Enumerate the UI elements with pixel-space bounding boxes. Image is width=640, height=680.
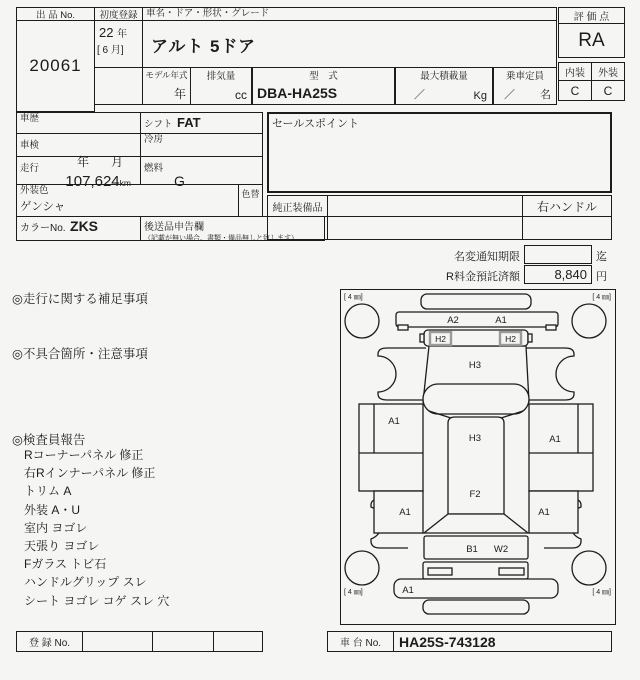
floor-shape (424, 514, 528, 533)
roof-front-shape (423, 384, 529, 414)
exterior-label: 外装 (591, 62, 625, 81)
model-code-cell (252, 67, 395, 105)
name-change-suffix: 迄 (596, 251, 607, 263)
inspector-report-list (24, 446, 304, 610)
wheel-icon (345, 304, 379, 338)
front-right-fender-shape (526, 348, 574, 400)
car-diagram (340, 289, 616, 625)
recycle-fee-label: R料金預託済額 (446, 271, 520, 283)
rear-bumper-grade: A1 (402, 585, 414, 596)
cowl-left-grade: H2 (435, 334, 446, 344)
vehicle-name-label: 車名・ドア・形状・グレード (142, 7, 557, 21)
late-items-note: （記載が無い場合、書類・備品無しと致します） (144, 235, 298, 242)
model-year-value: 年 (173, 87, 186, 101)
chassis-no-label: 車 台 No. (327, 631, 394, 652)
defect-note-heading: ◎不具合箇所・注意事項 (12, 347, 148, 361)
color-no-label: カラーNo. (20, 223, 66, 234)
exterior-color-label: 外装色 (20, 185, 49, 196)
wheel-icon (572, 304, 606, 338)
first-reg-year: 22 (99, 25, 114, 40)
tire-label-rear-left: [ 4 ㎜] (344, 589, 363, 596)
reg-no-label: 登 録 No. (16, 631, 83, 652)
capacity-slash: ／ (504, 89, 515, 101)
oem-equipment-label: 純正装備品 (267, 195, 328, 217)
shift-label: シフト (144, 119, 173, 130)
front-left-fender-shape (378, 348, 426, 400)
mileage-cell (16, 156, 141, 190)
vehicle-name: アルト 5ドア (142, 20, 557, 68)
recycle-fee-unit: 円 (596, 271, 607, 283)
first-registration-label: 初度登録 (94, 7, 143, 21)
inspector-item: 右Rインナーパネル 修正 (24, 466, 156, 481)
displacement-label: 排気量 (206, 71, 236, 82)
right-door-shape (529, 404, 593, 491)
reg-no-cell (82, 631, 153, 652)
empty-cell (267, 216, 328, 240)
name-change-label: 名変通知期限 (454, 251, 520, 263)
max-load-slash: ／ (414, 89, 425, 101)
reg-no-cell (213, 631, 263, 652)
name-change-box (524, 245, 592, 264)
model-code-label: 型 式 (309, 71, 338, 82)
recycle-fee-value: 8,840 (524, 265, 592, 284)
empty-cell (522, 216, 612, 240)
floor-grade: F2 (469, 489, 481, 500)
bonnet-tab (546, 325, 556, 330)
inspector-item: 天張り ヨゴレ (24, 538, 100, 553)
lot-number: 20061 (16, 20, 95, 112)
rear-lamp-shape (428, 568, 452, 575)
rear-panel-w-grade: W2 (493, 544, 509, 555)
mileage-unit: km (119, 178, 131, 188)
inspector-item: 室内 ヨゴレ (24, 520, 88, 535)
roof-grade: H3 (468, 433, 482, 444)
capacity-label: 乗車定員 (505, 71, 544, 82)
color-no-value: ZKS (70, 218, 99, 234)
fuel-label: 燃料 (144, 163, 164, 174)
first-registration-value (94, 20, 143, 68)
inspector-item: Rコーナーパネル 修正 (24, 448, 144, 462)
aircon-cell: 冷房 (140, 133, 263, 157)
right-quarter-shape (529, 491, 578, 533)
shift-value: FAT (176, 115, 201, 130)
shaken-month: 月 (110, 155, 123, 169)
rear-bumper-shape (394, 579, 558, 598)
capacity-cell (493, 67, 557, 105)
car-diagram-svg (341, 290, 614, 623)
rear-plate-shape (423, 600, 529, 614)
wheel-icon (572, 551, 606, 585)
exterior-color-cell (16, 184, 239, 217)
fuel-cell (140, 156, 263, 189)
grade-badge: RA (558, 23, 625, 58)
capacity-unit: 名 (540, 89, 551, 101)
exterior-grade: C (591, 80, 625, 101)
mileage-value: 107,624 (65, 173, 120, 190)
rear-panel-b-grade: B1 (466, 544, 478, 555)
late-items-label: 後送品申告欄 (144, 222, 204, 233)
mileage-label: 走行 (20, 163, 40, 174)
first-reg-month: [ 6 月] (97, 45, 124, 56)
color-change-cell: 色替 (238, 184, 263, 217)
color-no-cell (16, 216, 141, 241)
inspector-item: 外装 A・U (24, 502, 81, 517)
wheel-icon (345, 551, 379, 585)
model-year-cell (142, 67, 191, 105)
handle-position: 右ハンドル (522, 195, 612, 217)
model-year-label: モデル年式 (145, 70, 188, 80)
left-quarter-grade: A1 (399, 507, 411, 518)
sales-point-box: セールスポイント (267, 112, 612, 193)
empty-cell (327, 216, 523, 240)
interior-label: 内装 (558, 62, 592, 81)
mileage-note-heading: ◎走行に関する補足事項 (12, 292, 148, 306)
right-quarter-grade: A1 (538, 507, 550, 518)
reg-no-cell (152, 631, 214, 652)
interior-grade: C (558, 80, 592, 101)
bonnet-left-grade: A2 (447, 315, 459, 326)
cowl-tab (528, 334, 532, 342)
history-cell: 車歴 (16, 112, 141, 134)
inspector-item: トリム A (24, 484, 72, 499)
fuel-value: G (174, 173, 185, 189)
bonnet-right-grade: A1 (495, 315, 507, 326)
exterior-color-value: ゲンシャ (20, 201, 66, 214)
front-bumper-shape (421, 294, 531, 309)
model-code: DBA-HA25S (257, 85, 338, 101)
oem-equipment-value (327, 195, 523, 217)
cowl-right-grade: H2 (505, 334, 516, 344)
windshield-grade: H3 (468, 360, 482, 371)
grade-label: 評 価 点 (558, 7, 625, 24)
displacement-value: cc (235, 88, 247, 102)
rear-lamp-shape (499, 568, 524, 575)
tire-label-rear-right: [ 4 ㎜] (592, 589, 611, 596)
cowl-tab (420, 334, 424, 342)
left-door-grade: A1 (388, 416, 400, 427)
shaken-label: 車検 (20, 140, 40, 151)
displacement-cell (190, 67, 252, 105)
inspector-report-heading: ◎検査員報告 (12, 433, 86, 447)
max-load-unit: Kg (473, 90, 487, 102)
inspector-item: Fガラス トビ石 (24, 557, 107, 572)
max-load-label: 最大積載量 (420, 71, 468, 82)
inspector-item: シート ヨゴレ コゲ スレ 穴 (24, 593, 170, 608)
lot-no-label: 出 品 No. (16, 7, 95, 21)
chassis-number: HA25S-743128 (393, 631, 612, 652)
tire-label-front-left: [ 4 ㎜] (344, 294, 363, 301)
bonnet-shape (396, 312, 558, 327)
first-reg-year-unit: 年 (117, 29, 128, 40)
inspector-item: ハンドルグリップ スレ (24, 575, 147, 590)
shaken-year: 年 (76, 155, 89, 169)
max-load-cell (395, 67, 493, 105)
bonnet-tab (398, 325, 408, 330)
tire-label-front-right: [ 4 ㎜] (592, 294, 611, 301)
right-door-grade: A1 (549, 434, 561, 445)
empty-cell (94, 67, 143, 105)
shift-cell (140, 112, 263, 134)
